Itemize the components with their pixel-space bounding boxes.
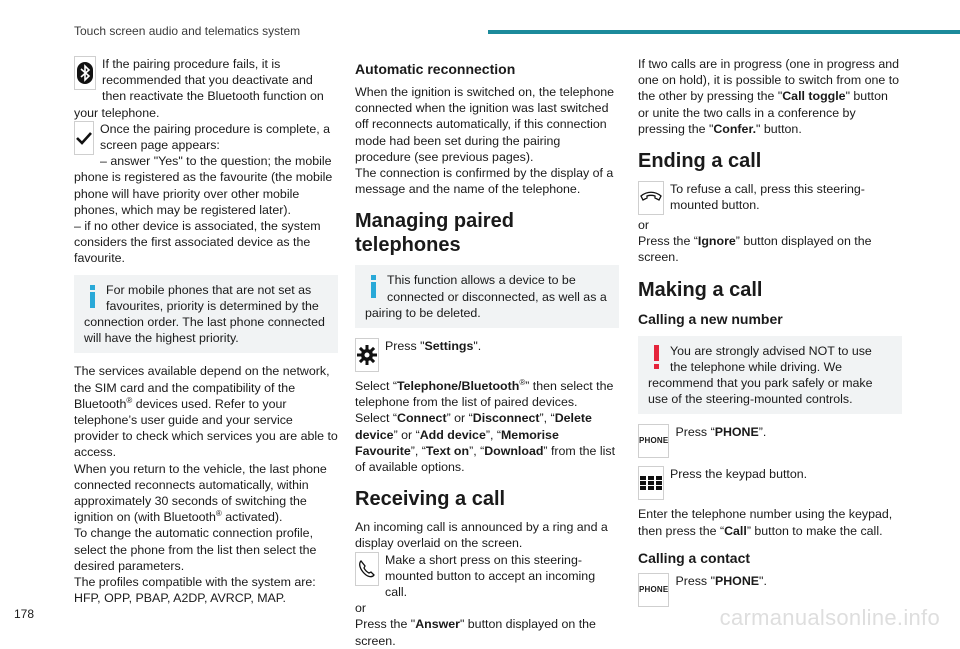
or-text-2: or <box>638 218 650 233</box>
or-text: or <box>355 601 367 616</box>
note-priority-text: For mobile phones that are not set as favourites, priority is determined by the connection order. The last phone connected will have the highest priority. <box>84 282 325 346</box>
phone-label-icon: PHONE <box>638 424 669 458</box>
press-phone2-text: Press "PHONE". <box>675 573 767 588</box>
press-phone-2 <box>638 573 902 609</box>
column-1 <box>74 56 338 607</box>
info-icon <box>365 272 383 298</box>
profiles-text: The profiles compatible with the system are: HFP, OPP, PBAP, A2DP, AVRCP, MAP. <box>74 575 316 606</box>
two-calls-text: If two calls are in progress (one in progress and one on hold), it is possible to switch from one to the other by pressing the "Call toggle" button or unite the two calls in a conference by pressing the "Confer." button. <box>638 57 900 136</box>
accept-call <box>355 552 619 601</box>
auto-text-2: The connection is confirmed by the display of a message and the name of the telephone. <box>355 166 614 197</box>
receiving-heading: Receiving a call <box>355 488 506 511</box>
managing-heading: Managing paired telephones <box>355 210 514 257</box>
column-3 <box>638 56 902 609</box>
press-settings-text: Press "Settings". <box>385 339 482 354</box>
press-keypad-text: Press the keypad button. <box>670 467 808 482</box>
pair-complete-text: Once the pairing procedure is complete, a screen page appears: <box>100 121 331 153</box>
incoming-text: An incoming call is announced by a ring and a display overlaid on the screen. <box>355 520 608 551</box>
contact-heading: Calling a contact <box>638 549 751 566</box>
select-options-text: Select “Connect” or “Disconnect”, “Delete device” or “Add device”, “Memorise Favourite”, “Text on”, “Download” from the list of available options. <box>355 411 616 475</box>
keypad-icon <box>638 466 664 500</box>
phone-accept-icon <box>355 552 379 586</box>
bluetooth-icon <box>74 56 96 90</box>
return-text: When you return to the vehicle, the last phone connected reconnects automatically, within approximately 30 seconds of switching the ignition on (with Bluetooth® activated). <box>74 461 327 525</box>
gear-icon <box>355 338 379 372</box>
new-number-heading: Calling a new number <box>638 310 783 327</box>
ending-heading: Ending a call <box>638 150 762 173</box>
checkmark-icon <box>74 121 94 155</box>
info-icon <box>84 282 102 308</box>
press-ignore-text: Press the “Ignore” button displayed on the screen. <box>638 234 872 265</box>
watermark: carmanualsonline.info <box>719 605 940 630</box>
short-press-text: Make a short press on this steering-mounted button to accept an incoming call. <box>385 552 596 600</box>
change-profile-text: To change the automatic connection profile, select the phone from the list then select the desired parameters. <box>74 526 317 573</box>
bluetooth-tip <box>74 56 338 121</box>
press-answer-text: Press the "Answer" button displayed on the screen. <box>355 617 596 648</box>
phone-label-icon-2: PHONE <box>638 573 669 607</box>
header-accent-bar <box>488 30 960 34</box>
info-note-function <box>355 265 619 328</box>
answer-yes-text: – answer "Yes" to the question; the mobile phone is registered as the favourite (the mobile phone will have priority over other mobile phones, which may be registered later). <box>74 154 333 217</box>
bt-fail-text: If the pairing procedure fails, it is recommended that you deactivate and then reactivate the Bluetooth function on your telephone. <box>74 57 324 120</box>
refuse-call <box>638 181 902 217</box>
press-phone <box>638 424 902 460</box>
pairing-complete <box>74 121 338 153</box>
select-telephone-text: Select “Telephone/Bluetooth®” then select the telephone from the list of paired devices. <box>355 377 614 410</box>
warning-text: You are strongly advised NOT to use the telephone while driving. We recommend that you park safely or make use of the steering-mounted controls. <box>648 343 873 407</box>
page-number: 178 <box>14 607 35 621</box>
press-settings <box>355 338 619 374</box>
warning-icon <box>648 343 666 369</box>
no-other-device-text: – if no other device is associated, the system considers the first associated device as the favourite. <box>74 219 321 266</box>
info-note-priority <box>74 275 338 354</box>
press-keypad <box>638 466 902 502</box>
press-phone-text: Press “PHONE”. <box>675 425 767 440</box>
warning-note <box>638 336 902 415</box>
running-title: Touch screen audio and telematics system <box>74 24 301 38</box>
refuse-text: To refuse a call, press this steering-mounted button. <box>670 182 865 213</box>
note-function-text: This function allows a device to be connected or disconnected, as well as a pairing to be deleted. <box>365 273 607 320</box>
enter-number-text: Enter the telephone number using the keypad, then press the “Call” button to make the call. <box>638 507 893 538</box>
services-text: The services available depend on the network, the SIM card and the compatibility of the Bluetooth® devices used. Refer to your telephone’s user guide and your service provider to check which services you are able to access. <box>74 364 338 460</box>
column-2 <box>355 56 619 649</box>
auto-text-1: When the ignition is switched on, the telephone connected when the ignition was last switched off reconnects automatically, if this connection mode had been set during the pairing procedure (see previous pages). <box>355 85 614 164</box>
auto-reconnect-heading: Automatic reconnection <box>355 61 516 77</box>
phone-hangup-icon <box>638 181 664 215</box>
making-heading: Making a call <box>638 278 763 301</box>
